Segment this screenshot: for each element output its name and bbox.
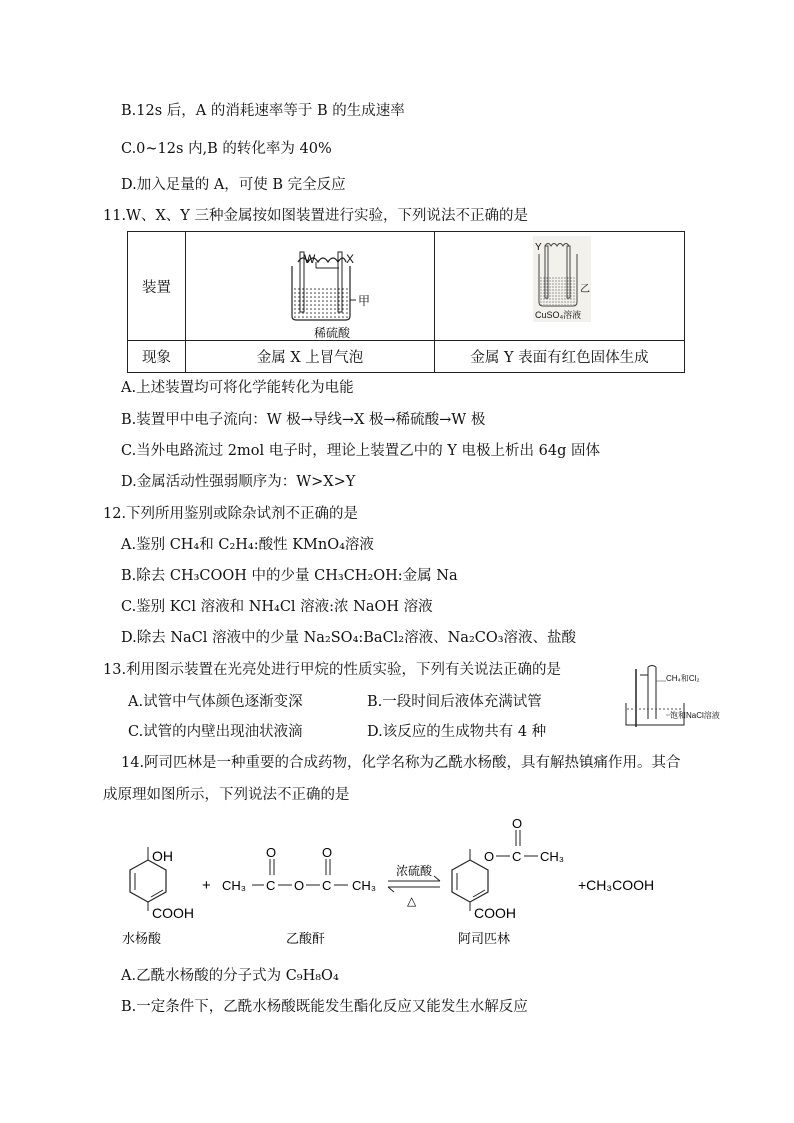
- q13-stem: 13.利用图示装置在光亮处进行甲烷的性质实验，下列有关说法正确的是: [103, 662, 562, 678]
- q11-option-a: A.上述装置均可将化学能转化为电能: [121, 380, 354, 396]
- q12-option-a: A.鉴别 CH₄和 C₂H₄:酸性 KMnO₄溶液: [121, 537, 374, 553]
- o-label-1: O: [266, 845, 277, 860]
- ch3-a: CH₃: [222, 878, 247, 893]
- q10-option-c: C.0~12s 内,B 的转化率为 40%: [121, 141, 332, 157]
- apparatus-yi-cell: [435, 232, 685, 341]
- phenomenon-jia: 金属 X 上冒气泡: [186, 341, 435, 373]
- svg-text:C: C: [266, 878, 276, 893]
- plus-sign: +: [202, 877, 211, 894]
- byproduct-acetic-acid: +CH₃COOH: [578, 877, 655, 893]
- o-label-3: O: [322, 845, 333, 860]
- label-dilute-h2so4: 稀硫酸: [314, 326, 351, 340]
- label-w: W: [304, 252, 316, 266]
- q14-stem-line2: 成原理如图所示，下列说法不正确的是: [103, 787, 350, 803]
- q13-option-d: D.该反应的生成物共有 4 种: [367, 724, 547, 740]
- catalyst-label: 浓硫酸: [396, 864, 433, 878]
- q13-label-gas: CH₄和Cl₂: [666, 674, 700, 683]
- phenomenon-yi: 金属 Y 表面有红色固体生成: [435, 341, 685, 373]
- apparatus-jia-cell: [186, 232, 435, 341]
- q11-stem: 11.W、X、Y 三种金属按如图装置进行实验，下列说法不正确的是: [103, 208, 528, 224]
- cooh-label-1: COOH: [152, 905, 194, 921]
- q13-label-liquid: 饱和NaCl溶液: [670, 711, 720, 720]
- apparatus-yi-figure: [435, 232, 685, 340]
- ch3-c: CH₃: [540, 849, 565, 864]
- label-cuso4: CuSO₄溶液: [535, 310, 582, 320]
- label-yi: 乙: [580, 284, 590, 295]
- q12-stem: 12.下列所用鉴别或除杂试剂不正确的是: [103, 506, 359, 522]
- q10-option-d: D.加入足量的 A，可使 B 完全反应: [121, 177, 346, 193]
- label-jia: 甲: [358, 294, 371, 308]
- label-x: X: [346, 252, 355, 266]
- svg-text:C: C: [322, 878, 332, 893]
- q11-apparatus-table: [127, 231, 685, 373]
- name-aspirin: 阿司匹林: [458, 931, 511, 946]
- q13-option-b: B.一段时间后液体充满试管: [367, 694, 542, 710]
- cooh-label-2: COOH: [474, 905, 516, 921]
- q11-option-c: C.当外电路流过 2mol 电子时，理论上装置乙中的 Y 电极上析出 64g 固体: [121, 443, 600, 459]
- q14-option-a: A.乙酰水杨酸的分子式为 C₉H₈O₄: [121, 968, 339, 984]
- q14-reaction-scheme: [100, 815, 680, 950]
- ch3-b: CH₃: [352, 878, 377, 893]
- o-label-5: O: [512, 816, 523, 831]
- q12-option-d: D.除去 NaCl 溶液中的少量 Na₂SO₄:BaCl₂溶液、Na₂CO₃溶液、盐酸: [121, 630, 577, 646]
- q10-option-b: B.12s 后，A 的消耗速率等于 B 的生成速率: [121, 103, 405, 119]
- q13-option-a: A.试管中气体颜色逐渐变深: [128, 694, 303, 710]
- heat-label: △: [407, 894, 417, 908]
- q13-option-c: C.试管的内壁出现油状液滴: [128, 724, 303, 740]
- name-acetic-anhydride: 乙酸酐: [286, 931, 326, 946]
- q14-option-b: B.一定条件下，乙酰水杨酸既能发生酯化反应又能发生水解反应: [121, 999, 528, 1015]
- label-y: Y: [535, 242, 542, 253]
- q11-option-d: D.金属活动性强弱顺序为：W>X>Y: [121, 474, 356, 490]
- q11-option-b: B.装置甲中电子流向：W 极→导线→X 极→稀硫酸→W 极: [121, 412, 486, 428]
- q12-option-b: B.除去 CH₃COOH 中的少量 CH₃CH₂OH:金属 Na: [121, 568, 458, 584]
- name-salicylic-acid: 水杨酸: [122, 931, 162, 946]
- oh-label: OH: [152, 848, 173, 864]
- o-label-2: O: [294, 878, 305, 893]
- table-label-apparatus: 装置: [128, 232, 186, 341]
- svg-text:C: C: [512, 849, 522, 864]
- q14-stem-line1: 14.阿司匹林是一种重要的合成药物，化学名称为乙酰水杨酸，具有解热镇痛作用。其合: [121, 755, 681, 771]
- table-label-phenomenon: 现象: [128, 341, 186, 373]
- q12-option-c: C.鉴别 KCl 溶液和 NH₄Cl 溶液:浓 NaOH 溶液: [121, 599, 433, 615]
- apparatus-jia-figure: [186, 232, 434, 340]
- o-label-4: O: [484, 849, 495, 864]
